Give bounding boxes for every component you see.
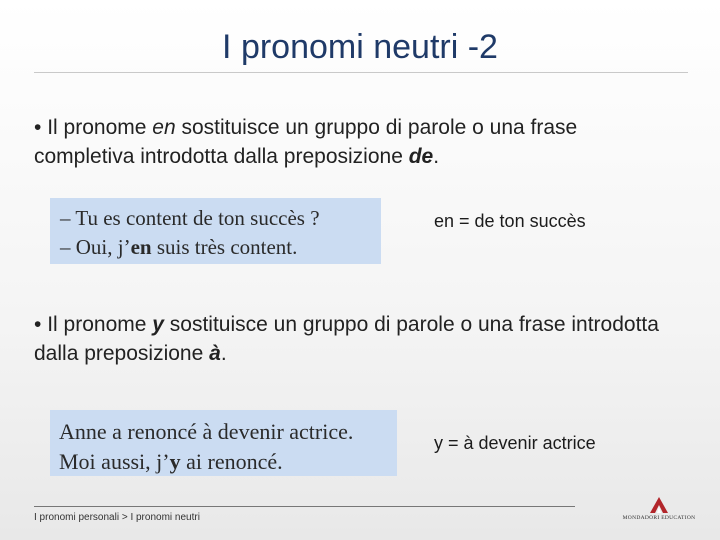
footer-divider	[34, 506, 575, 507]
bullet-text: Il pronome	[47, 116, 153, 139]
example-text: Moi aussi, j’	[59, 449, 170, 474]
preposition-de: de	[408, 145, 434, 168]
slide-title: I pronomi neutri -2	[222, 28, 498, 66]
keyword-en: en	[152, 116, 176, 139]
equation-y: y = à devenir actrice	[434, 433, 596, 453]
example-line: – Tu es content de ton succès ?	[60, 206, 320, 230]
bullet-end: .	[220, 342, 227, 365]
example-text: suis très content.	[151, 235, 298, 259]
preposition-a: à	[209, 342, 221, 365]
footer-breadcrumb: I pronomi personali > I pronomi neutri	[34, 512, 200, 523]
example-line: Anne a renoncé à devenir actrice.	[59, 419, 354, 444]
example-text: ai renoncé.	[180, 449, 283, 474]
bullet-marker: •	[34, 116, 42, 139]
bullet-end: .	[433, 145, 440, 168]
example-line	[60, 233, 381, 262]
bullet-y	[34, 310, 674, 368]
bullet-text: sostituisce un gruppo di parole o una frase introdotta dalla preposizione	[34, 313, 659, 365]
example-line	[59, 447, 397, 477]
example-box-y	[50, 410, 397, 476]
example-keyword: y	[169, 449, 181, 474]
publisher-logo	[618, 497, 700, 523]
logo-mark-icon	[650, 497, 668, 513]
example-box-en	[50, 198, 381, 264]
equation-en: en = de ton succès	[434, 211, 586, 231]
example-keyword: en	[130, 235, 152, 259]
example-text: – Oui, j’	[60, 235, 131, 259]
logo-text: MONDADORI EDUCATION	[622, 515, 696, 521]
bullet-text: sostituisce un gruppo di parole o una frase completiva introdotta dalla preposizione	[34, 116, 578, 168]
keyword-y: y	[152, 313, 164, 336]
bullet-text: Il pronome	[47, 313, 153, 336]
bullet-marker: •	[34, 313, 42, 336]
bullet-en	[34, 113, 674, 171]
title-divider	[34, 72, 688, 73]
